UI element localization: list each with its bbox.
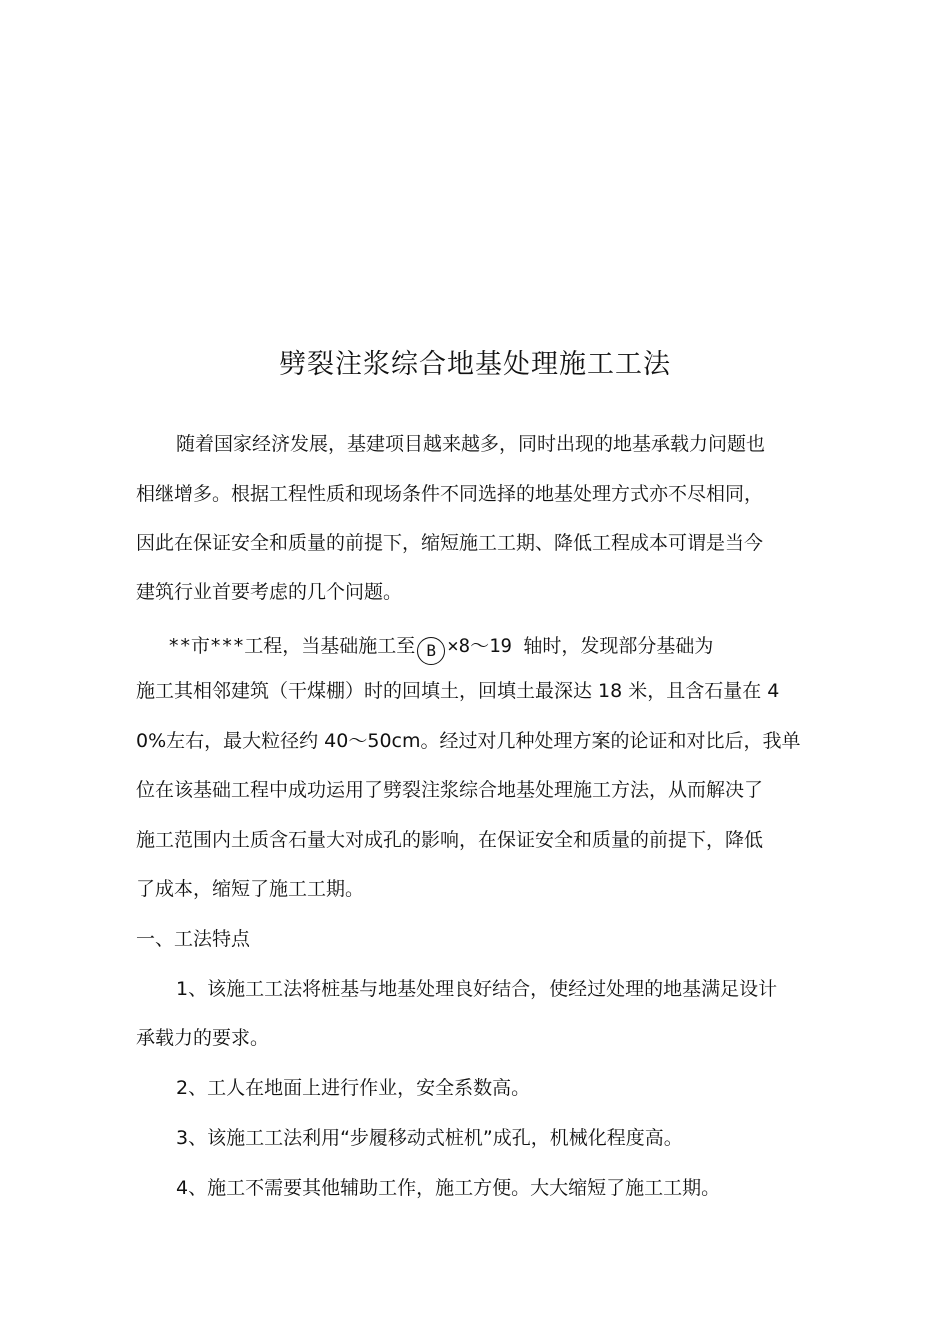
intro-line-1: 随着国家经济发展，基建项目越来越多，同时出现的地基承载力问题也 [176, 433, 766, 455]
feature-item-1-line-1: 1、该施工工法将桩基与地基处理良好结合，使经过处理的地基满足设计 [176, 978, 778, 1000]
axis-b-circle-icon: B [417, 637, 445, 665]
feature-item-1-line-2: 承载力的要求。 [136, 1027, 270, 1049]
section-heading: 一、工法特点 [136, 928, 251, 950]
intro-line-3: 因此在保证安全和质量的前提下，缩短施工工期、降低工程成本可谓是当今 [136, 532, 764, 554]
project-line-1 [168, 632, 713, 660]
feature-item-3: 3、该施工工法利用“步履移动式桩机”成孔，机械化程度高。 [176, 1127, 683, 1149]
project-line-3: 0%左右，最大粒径约 40～50cm。经过对几种处理方案的论证和对比后，我单 [136, 730, 801, 752]
document-title: 劈裂注浆综合地基处理施工工法 [279, 349, 671, 380]
intro-line-2: 相继增多。根据工程性质和现场条件不同选择的地基处理方式亦不尽相同， [136, 483, 764, 505]
project-line-4: 位在该基础工程中成功运用了劈裂注浆综合地基处理施工方法，从而解决了 [136, 779, 764, 801]
feature-item-2: 2、工人在地面上进行作业，安全系数高。 [176, 1077, 531, 1099]
intro-line-4: 建筑行业首要考虑的几个问题。 [136, 581, 403, 603]
project-line-6: 了成本，缩短了施工工期。 [136, 878, 365, 900]
project-line-1-part-b: ×8～19 轴时，发现部分基础为 [447, 635, 714, 657]
project-line-2: 施工其相邻建筑（干煤棚）时的回填土，回填土最深达 18 米，且含石量在 4 [136, 680, 780, 702]
project-line-1-part-a: **市***工程，当基础施工至 [168, 635, 416, 657]
project-line-5: 施工范围内土质含石量大对成孔的影响，在保证安全和质量的前提下，降低 [136, 829, 764, 851]
feature-item-4: 4、施工不需要其他辅助工作，施工方便。大大缩短了施工工期。 [176, 1177, 721, 1199]
